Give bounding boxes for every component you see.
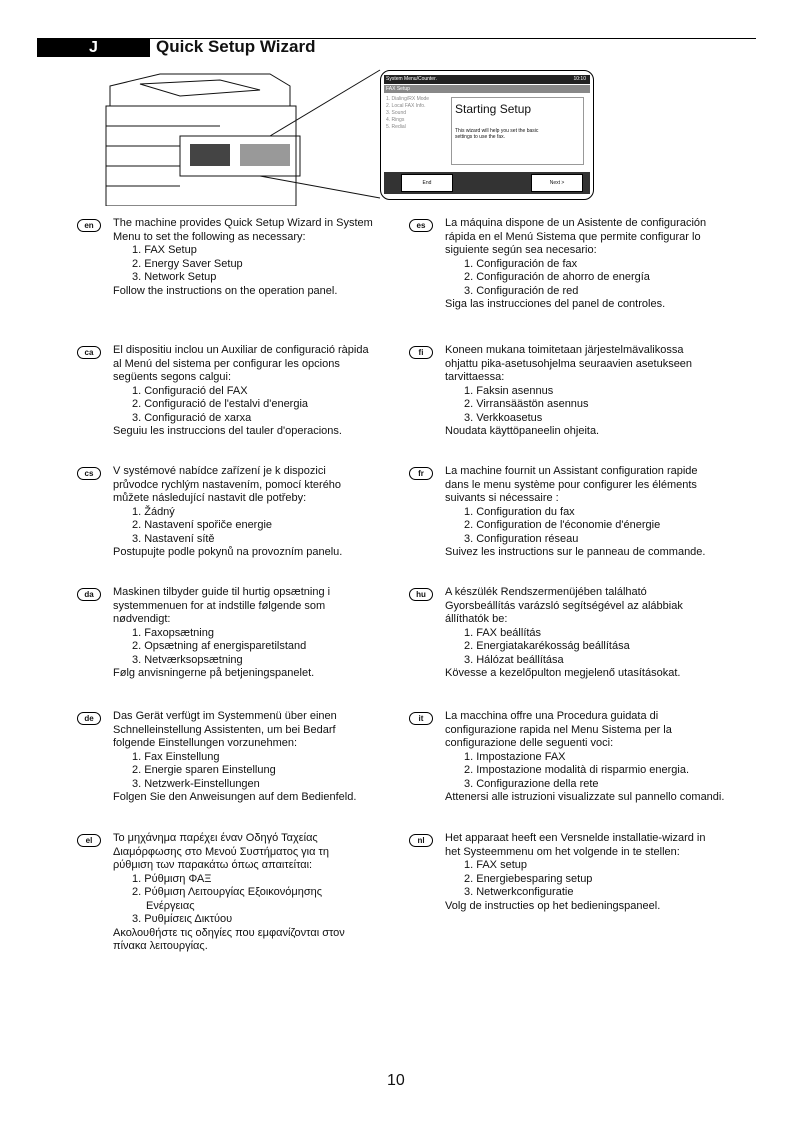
lang-badge: da xyxy=(77,588,101,601)
entry-footer: πίνακα λειτουργίας. xyxy=(113,940,208,952)
entry-line: můžete následující nastavit dle potřeby: xyxy=(113,492,307,504)
entry-line: La machine fournit un Assistant configuration rapide xyxy=(445,465,698,477)
entry-line: systemmenuen for at indstille følgende som xyxy=(113,599,326,612)
entry-line: tarvittaessa: xyxy=(445,371,505,383)
panel-card xyxy=(451,97,584,165)
entry-item: 2. Energiatakarékosság beállítása xyxy=(464,640,630,652)
panel-body: This wizard will help you set the basic settings to use the fax. xyxy=(455,128,539,140)
entry-item: 3. Verkkoasetus xyxy=(464,411,543,424)
entry-line: al Menú del sistema per configurar les opcions xyxy=(113,357,340,370)
entry-line: A készülék Rendszermenüjében található xyxy=(445,586,647,598)
lang-badge: ca xyxy=(77,346,101,359)
entry-line: Gyorsbeállítás varázsló segítségével az alábbiak xyxy=(445,599,683,612)
entry-line: het Systeemmenu om het volgende in te stellen: xyxy=(445,845,680,858)
entry-item: 2. Impostazione modalità di risparmio energia. xyxy=(464,764,690,776)
panel-steps xyxy=(386,96,429,131)
entry-line: V systémové nabídce zařízení je k dispozici xyxy=(113,465,326,477)
entry-item: 3. Netværksopsætning xyxy=(132,653,243,666)
entry-item: 1. Faksin asennus xyxy=(464,384,554,397)
entry-line: La máquina dispone de un Asistente de configuración xyxy=(445,217,707,229)
entry-footer: Følg anvisningerne på betjeningspanelet. xyxy=(113,667,315,679)
entry-footer: Siga las instrucciones del panel de controles. xyxy=(445,298,666,310)
entry-item: 2. Energie sparen Einstellung xyxy=(132,764,276,776)
entry-item: 1. Impostazione FAX xyxy=(464,750,566,763)
entry-line: Koneen mukana toimitetaan järjestelmävalikossa xyxy=(445,344,684,356)
printer-keypad xyxy=(240,144,290,166)
entry-line: nødvendigt: xyxy=(113,613,171,625)
entry-item: 3. Hálózat beállítása xyxy=(464,653,564,666)
entry-footer: Attenersi alle istruzioni visualizzate sul pannello comandi. xyxy=(445,791,725,803)
entry-item: 1. Ρύθμιση ΦΑΞ xyxy=(132,872,212,885)
panel-step: 2. Local FAX Info. xyxy=(386,103,426,109)
entry-item: 3. Configurazione della rete xyxy=(464,777,599,790)
panel-step: 1. Dialing/RX Mode xyxy=(386,96,430,102)
entry-item: 1. Configuración de fax xyxy=(464,257,578,270)
entry-line: průvodce rychlým nastavením, pomocí kterého xyxy=(113,478,342,491)
lang-badge: fi xyxy=(409,346,433,359)
lang-badge: en xyxy=(77,219,101,232)
entry-item: 1. Configuració del FAX xyxy=(132,384,248,397)
entry-item: 2. Configuració de l'estalvi d'energia xyxy=(132,398,309,410)
printer-top-tray xyxy=(110,74,290,106)
panel-callout-line-2 xyxy=(260,176,380,198)
panel-step: 4. Rings xyxy=(386,117,405,123)
operation-panel-screen xyxy=(380,70,594,200)
entry-item: 1. Configuration du fax xyxy=(464,505,575,518)
entry-line: dans le menu système pour configurer les éléments xyxy=(445,478,697,491)
entry-line: configurazione rapida nel Menu Sistema per la xyxy=(445,723,672,736)
lang-badge: fr xyxy=(409,467,433,480)
entry-line: Het apparaat heeft een Versnelde installatie-wizard in xyxy=(445,832,706,844)
entry-item: 2. Opsætning af energisparetilstand xyxy=(132,640,307,652)
next-button[interactable]: Next > xyxy=(531,174,583,192)
panel-heading: Starting Setup xyxy=(455,102,532,116)
entry-fi xyxy=(418,344,745,439)
entry-item: 2. Configuration de l'économie d'énergie xyxy=(464,519,661,531)
entry-footer: Seguiu les instruccions del tauler d'operacions. xyxy=(113,425,342,437)
entry-es xyxy=(416,217,745,312)
page-number: 10 xyxy=(387,1072,405,1089)
panel-time: 10:10 xyxy=(573,76,586,82)
entry-item: 1. FAX Setup xyxy=(132,244,197,256)
entry-line: Menu to set the following as necessary: xyxy=(113,230,306,243)
entry-line: siguiente según sea necesario: xyxy=(445,244,597,256)
entry-item: 3. Netzwerk-Einstellungen xyxy=(132,777,260,790)
entry-line: configurazione delle seguenti voci: xyxy=(445,737,614,749)
entry-fr xyxy=(418,465,745,560)
entry-item: 3. Configuration réseau xyxy=(464,532,579,545)
end-button[interactable]: End xyxy=(401,174,453,192)
panel-step: 5. Redial xyxy=(386,124,406,130)
entry-item: 2. Configuración de ahorro de energía xyxy=(464,271,650,283)
entry-item: 3. Network Setup xyxy=(132,271,217,283)
entry-line: El dispositiu inclou un Auxiliar de configuració ràpida xyxy=(113,344,369,356)
entry-en xyxy=(84,217,413,298)
panel-subbar: FAX Setup xyxy=(384,85,590,93)
section-letter: J xyxy=(37,39,150,57)
panel-topbar xyxy=(384,75,590,84)
lang-badge: cs xyxy=(77,467,101,480)
entry-item-continuation: Ενέργειας xyxy=(146,899,195,912)
lang-badge: it xyxy=(409,712,433,725)
printer-screen xyxy=(190,144,230,166)
entry-item: 1. Faxopsætning xyxy=(132,626,214,639)
entry-item: 2. Nastavení spořiče energie xyxy=(132,519,273,531)
entry-line: La macchina offre una Procedura guidata di xyxy=(445,710,659,722)
entry-item: 2. Energy Saver Setup xyxy=(132,257,243,270)
entry-item: 2. Energiebesparing setup xyxy=(464,872,593,885)
entry-line: Διαμόρφωσης στο Μενού Συστήματος για τη xyxy=(113,845,330,858)
entry-ca xyxy=(84,344,413,439)
entry-item: 1. FAX setup xyxy=(464,859,527,871)
entry-line: Το μηχάνημα παρέχει έναν Οδηγό Ταχείας xyxy=(113,832,318,844)
panel-step: 3. Sound xyxy=(386,110,407,116)
entry-item: 3. Netwerkconfiguratie xyxy=(464,886,574,898)
entry-item: 1. Žádný xyxy=(132,505,175,518)
lang-badge: nl xyxy=(409,834,433,847)
lang-badge: el xyxy=(77,834,101,847)
entry-line: Das Gerät verfügt im Systemmenü über einen xyxy=(113,710,337,722)
entry-item: 3. Configuración de red xyxy=(464,284,579,297)
entry-da xyxy=(84,586,413,681)
entry-de xyxy=(84,710,413,805)
entry-line: Maskinen tilbyder guide til hurtig opsætning i xyxy=(113,586,331,598)
entry-footer: Postupujte podle pokynů na provozním panelu. xyxy=(113,546,343,558)
page-title: Quick Setup Wizard xyxy=(156,37,316,56)
entry-item: 1. Fax Einstellung xyxy=(132,750,220,763)
entry-line: állíthatók be: xyxy=(445,613,508,625)
entry-line: The machine provides Quick Setup Wizard in System xyxy=(113,217,373,229)
lang-badge: hu xyxy=(409,588,433,601)
entry-hu xyxy=(416,586,745,681)
entry-footer: Volg de instructies op het bedieningspaneel. xyxy=(445,899,661,912)
entry-footer: Folgen Sie den Anweisungen auf dem Bedienfeld. xyxy=(113,791,357,803)
entry-line: següents segons calgui: xyxy=(113,371,232,383)
entry-it xyxy=(418,710,745,805)
entry-item: 3. Nastavení sítě xyxy=(132,532,215,545)
lang-badge: es xyxy=(409,219,433,232)
entry-line: folgende Einstellungen vorzunehmen: xyxy=(113,737,298,749)
entry-item: 2. Ρύθμιση Λειτουργίας Εξοικονόμησης xyxy=(132,886,323,898)
entry-footer: Suivez les instructions sur le panneau de commande. xyxy=(445,546,706,558)
entry-cs xyxy=(84,465,413,560)
lang-badge: de xyxy=(77,712,101,725)
entry-footer: Noudata käyttöpaneelin ohjeita. xyxy=(445,425,600,437)
entry-nl xyxy=(417,832,745,913)
entry-footer: Ακολουθήστε τις οδηγίες που εμφανίζονται στον xyxy=(113,926,345,939)
entry-line: rápida en el Menú Sistema que permite configurar lo xyxy=(445,230,701,243)
entry-line: ρύθμιση των παρακάτω όπως απαιτείται: xyxy=(113,859,313,871)
entry-line: ohjattu pika-asetusohjelma seuraavien asetukseen xyxy=(445,357,693,370)
entry-item: 3. Configuració de xarxa xyxy=(132,411,252,424)
entry-item: 3. Ρυθμίσεις Δικτύου xyxy=(132,913,233,925)
entry-el xyxy=(85,832,413,954)
printer-scanner-lid xyxy=(140,80,260,96)
panel-callout-line-1 xyxy=(270,70,380,136)
entry-item: 1. FAX beállítás xyxy=(464,626,542,639)
entry-footer: Follow the instructions on the operation panel. xyxy=(113,284,338,297)
panel-topbar-left: System Menu/Counter. xyxy=(386,76,437,82)
entry-line: suivants si nécessaire : xyxy=(445,492,559,504)
entry-footer: Kövesse a kezelőpulton megjelenő utasításokat. xyxy=(445,667,681,679)
entry-line: Schnelleinstellung Assistenten, um bei Bedarf xyxy=(113,723,336,736)
entry-item: 2. Virransäästön asennus xyxy=(464,398,589,410)
